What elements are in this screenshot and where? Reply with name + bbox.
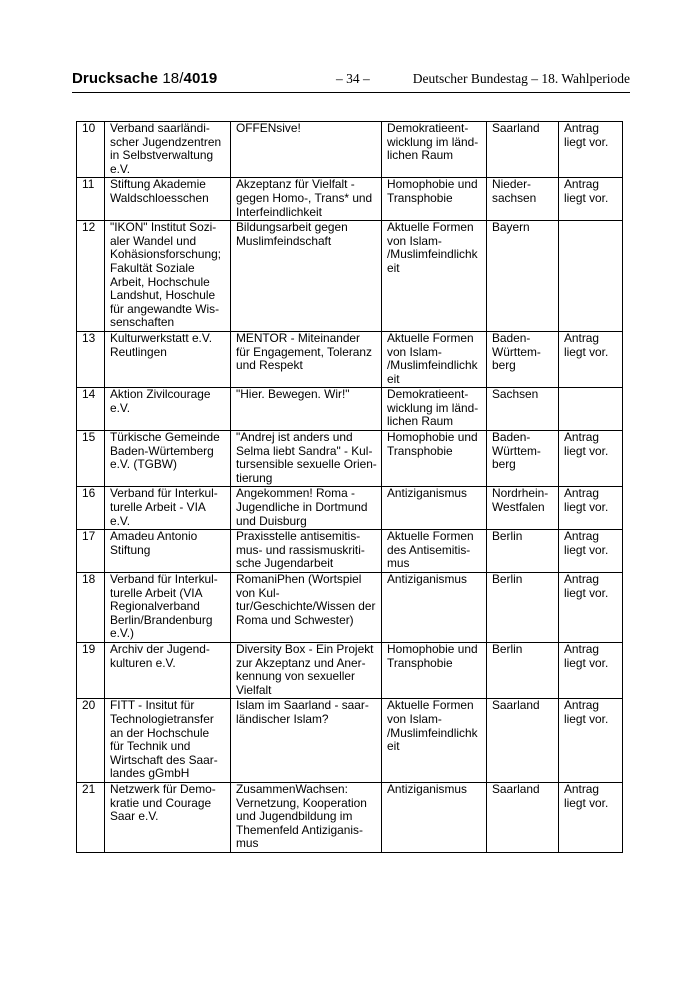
cell-status: Antrag liegt vor. — [559, 573, 623, 643]
cell-topic: Antiziganismus — [382, 782, 487, 852]
cell-project: Praxisstelle antisemitis- mus- und rassismuskriti- sche Jugendarbeit — [231, 530, 382, 573]
cell-organisation: Netzwerk für Demo- kratie und Courage Saar e.V. — [105, 782, 231, 852]
cell-topic: Demokratieent- wicklung im länd- lichen Raum — [382, 388, 487, 431]
cell-organisation: "IKON" Institut Sozi- aler Wandel und Kohäsionsforschung; Fakultät Soziale Arbeit, Hochschule Landshut, Hoschule für angewandte Wis- senschaften — [105, 221, 231, 332]
cell-topic: Antiziganismus — [382, 573, 487, 643]
cell-nr: 12 — [77, 221, 105, 332]
table-row — [77, 699, 623, 783]
table-row — [77, 642, 623, 698]
cell-state: Berlin — [487, 530, 559, 573]
cell-nr: 13 — [77, 331, 105, 387]
table-row — [77, 122, 623, 178]
cell-project: "Andrej ist anders und Selma liebt Sandra" - Kul- tursensible sexuelle Orien- tierung — [231, 431, 382, 487]
cell-topic: Antiziganismus — [382, 487, 487, 530]
cell-topic: Demokratieent- wicklung im länd- lichen Raum — [382, 122, 487, 178]
cell-status: Antrag liegt vor. — [559, 782, 623, 852]
cell-organisation: Verband für Interkul- turelle Arbeit (VIA Regionalverband Berlin/Brandenburg e.V.) — [105, 573, 231, 643]
cell-organisation: Verband für Interkul- turelle Arbeit - VIA e.V. — [105, 487, 231, 530]
cell-state: Saarland — [487, 782, 559, 852]
page-header — [72, 68, 630, 92]
cell-state: Berlin — [487, 573, 559, 643]
cell-organisation: Aktion Zivilcourage e.V. — [105, 388, 231, 431]
cell-nr: 10 — [77, 122, 105, 178]
cell-nr: 16 — [77, 487, 105, 530]
cell-topic: Homophobie und Transphobie — [382, 431, 487, 487]
cell-nr: 11 — [77, 178, 105, 221]
cell-project: RomaniPhen (Wortspiel von Kul- tur/Geschichte/Wissen der Roma und Schwester) — [231, 573, 382, 643]
cell-state: Nordrhein- Westfalen — [487, 487, 559, 530]
cell-status: Antrag liegt vor. — [559, 178, 623, 221]
cell-nr: 18 — [77, 573, 105, 643]
cell-topic: Aktuelle Formen von Islam- /Muslimfeindlichk eit — [382, 699, 487, 783]
project-table-body — [77, 122, 623, 853]
doc-type: Drucksache — [72, 70, 159, 87]
table-row — [77, 487, 623, 530]
cell-nr: 15 — [77, 431, 105, 487]
cell-state: Saarland — [487, 699, 559, 783]
cell-organisation: Amadeu Antonio Stiftung — [105, 530, 231, 573]
cell-status: Antrag liegt vor. — [559, 331, 623, 387]
table-row — [77, 331, 623, 387]
cell-status: Antrag liegt vor. — [559, 642, 623, 698]
cell-nr: 14 — [77, 388, 105, 431]
cell-nr: 19 — [77, 642, 105, 698]
table-row — [77, 178, 623, 221]
cell-status — [559, 388, 623, 431]
cell-project: Angekommen! Roma - Jugendliche in Dortmund und Duisburg — [231, 487, 382, 530]
doc-num: 4019 — [183, 70, 218, 87]
cell-status — [559, 221, 623, 332]
document-number — [72, 70, 217, 87]
cell-organisation: Türkische Gemeinde Baden-Würtemberg e.V. (TGBW) — [105, 431, 231, 487]
cell-organisation: Archiv der Jugend- kulturen e.V. — [105, 642, 231, 698]
cell-topic: Homophobie und Transphobie — [382, 178, 487, 221]
cell-state: Saarland — [487, 122, 559, 178]
table-row — [77, 573, 623, 643]
table-row — [77, 431, 623, 487]
cell-topic: Aktuelle Formen von Islam- /Muslimfeindlichk eit — [382, 221, 487, 332]
cell-status: Antrag liegt vor. — [559, 122, 623, 178]
cell-project: "Hier. Bewegen. Wir!" — [231, 388, 382, 431]
table-row — [77, 221, 623, 332]
cell-organisation: FITT - Insitut für Technologietransfer an der Hochschule für Technik und Wirtschaft des Saar- landes gGmbH — [105, 699, 231, 783]
table-row — [77, 782, 623, 852]
cell-organisation: Stiftung Akademie Waldschloesschen — [105, 178, 231, 221]
cell-nr: 17 — [77, 530, 105, 573]
cell-project: ZusammenWachsen: Vernetzung, Kooperation und Jugendbildung im Themenfeld Antiziganis- mus — [231, 782, 382, 852]
cell-status: Antrag liegt vor. — [559, 699, 623, 783]
cell-nr: 21 — [77, 782, 105, 852]
cell-state: Bayern — [487, 221, 559, 332]
cell-state: Berlin — [487, 642, 559, 698]
cell-project: Diversity Box - Ein Projekt zur Akzeptanz und Aner- kennung von sexueller Vielfalt — [231, 642, 382, 698]
cell-state: Baden- Württem- berg — [487, 331, 559, 387]
cell-organisation: Verband saarländi- scher Jugendzentren in Selbstverwaltung e.V. — [105, 122, 231, 178]
cell-topic: Aktuelle Formen des Antisemitis- mus — [382, 530, 487, 573]
cell-status: Antrag liegt vor. — [559, 431, 623, 487]
cell-project: Akzeptanz für Vielfalt - gegen Homo-, Trans* und Interfeindlichkeit — [231, 178, 382, 221]
table-row — [77, 388, 623, 431]
publisher: Deutscher Bundestag – 18. Wahlperiode — [412, 71, 630, 86]
table-row — [77, 530, 623, 573]
cell-organisation: Kulturwerkstatt e.V. Reutlingen — [105, 331, 231, 387]
project-table — [76, 121, 623, 853]
cell-state: Nieder- sachsen — [487, 178, 559, 221]
cell-project: MENTOR - Miteinander für Engagement, Toleranz und Respekt — [231, 331, 382, 387]
cell-project: Bildungsarbeit gegen Muslimfeindschaft — [231, 221, 382, 332]
cell-state: Baden- Württem- berg — [487, 431, 559, 487]
cell-nr: 20 — [77, 699, 105, 783]
cell-project: Islam im Saarland - saar- ländischer Islam? — [231, 699, 382, 783]
cell-topic: Aktuelle Formen von Islam- /Muslimfeindlichk eit — [382, 331, 487, 387]
cell-topic: Homophobie und Transphobie — [382, 642, 487, 698]
cell-state: Sachsen — [487, 388, 559, 431]
page-number: – 34 – — [336, 71, 370, 86]
cell-project: OFFENsive! — [231, 122, 382, 178]
header-rule — [72, 92, 630, 93]
cell-status: Antrag liegt vor. — [559, 487, 623, 530]
cell-status: Antrag liegt vor. — [559, 530, 623, 573]
doc-num-prefix: 18/ — [162, 70, 184, 87]
